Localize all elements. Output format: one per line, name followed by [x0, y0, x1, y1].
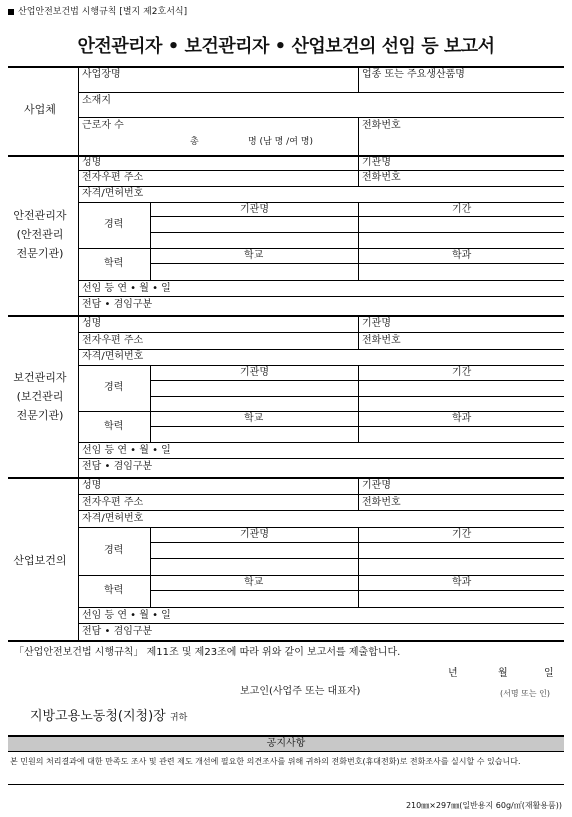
safety-license-label: 자격/면허번호 [82, 188, 144, 199]
reporter-label: 보고인(사업주 또는 대표자) [240, 686, 361, 697]
section-physician: 산업보건의 [13, 554, 67, 567]
safety-name-label: 성명 [82, 157, 102, 168]
table-top-border [8, 66, 564, 68]
safety-dedicated-label: 전담 • 겸임구분 [82, 299, 153, 310]
physician-name-label: 성명 [82, 480, 102, 491]
safety-career-agency-label: 기관명 [240, 204, 269, 215]
health-email-label: 전자우편 주소 [82, 335, 144, 346]
safety-agency-label: 기관명 [362, 157, 391, 168]
safety-school-label: 학교 [244, 250, 264, 261]
health-appoint-date-label: 선임 등 연 • 월 • 일 [82, 445, 171, 456]
safety-education-label: 학력 [104, 258, 124, 269]
health-name-label: 성명 [82, 318, 102, 329]
section-workplace: 사업체 [24, 103, 56, 116]
physician-career-label: 경력 [104, 545, 124, 556]
law-reference: 산업안전보건법 시행규칙 [별지 제2호서식] [8, 4, 187, 17]
workers-total: 총 [190, 137, 199, 147]
workplace-phone-label: 전화번호 [362, 120, 401, 131]
health-license-label: 자격/면허번호 [82, 351, 144, 362]
safety-major-label: 학과 [452, 250, 472, 261]
safety-period-label: 기간 [452, 204, 472, 215]
health-major-label: 학과 [452, 413, 472, 424]
health-career-agency-label: 기관명 [240, 367, 269, 378]
physician-email-label: 전자우편 주소 [82, 497, 144, 508]
industry-label: 업종 또는 주요생산품명 [362, 69, 465, 80]
physician-phone-label: 전화번호 [362, 497, 401, 508]
square-bullet-icon [8, 9, 14, 15]
date-month: 월 [498, 668, 508, 679]
safety-phone-label: 전화번호 [362, 172, 401, 183]
notice-title: 공지사항 [8, 735, 564, 752]
physician-major-label: 학과 [452, 577, 472, 588]
declaration-text: 「산업안전보건법 시행규칙」 제11조 및 제23조에 따라 위와 같이 보고서를 제출합니다. [14, 647, 401, 658]
physician-license-label: 자격/면허번호 [82, 513, 144, 524]
date-year: 년 [448, 668, 458, 679]
date-day: 일 [544, 668, 554, 679]
sign-label: (서명 또는 인) [500, 689, 550, 698]
physician-appoint-date-label: 선임 등 연 • 월 • 일 [82, 610, 171, 621]
page-title: 안전관리자 • 보건관리자 • 산업보건의 선임 등 보고서 [77, 36, 495, 57]
health-period-label: 기간 [452, 367, 472, 378]
physician-period-label: 기간 [452, 529, 472, 540]
physician-dedicated-label: 전담 • 겸임구분 [82, 626, 153, 637]
workers-label: 근로자 수 [82, 120, 124, 131]
physician-education-label: 학력 [104, 585, 124, 596]
workers-count: 명 (남 명 /여 명) [248, 137, 313, 147]
address-label: 소재지 [82, 95, 111, 106]
health-career-label: 경력 [104, 382, 124, 393]
safety-email-label: 전자우편 주소 [82, 172, 144, 183]
physician-career-agency-label: 기관명 [240, 529, 269, 540]
health-agency-label: 기관명 [362, 318, 391, 329]
recipient: 지방고용노동청(지청)장 귀하 [30, 709, 188, 724]
physician-school-label: 학교 [244, 577, 264, 588]
health-education-label: 학력 [104, 421, 124, 432]
safety-career-label: 경력 [104, 219, 124, 230]
paper-spec: 210㎜×297㎜(일반용지 60g/㎡(재활용품)) [405, 801, 562, 810]
physician-agency-label: 기관명 [362, 480, 391, 491]
section-safety-manager: 안전관리자 (안전관리 전문기관) [13, 209, 67, 260]
section-health-manager: 보건관리자 (보건관리 전문기관) [13, 371, 67, 422]
health-dedicated-label: 전담 • 겸임구분 [82, 461, 153, 472]
notice-body: 본 민원의 처리결과에 대한 만족도 조사 및 관련 제도 개선에 필요한 의견조사를 위해 귀하의 전화번호(휴대전화)로 전화조사를 실시할 수 있습니다. [10, 757, 521, 766]
health-school-label: 학교 [244, 413, 264, 424]
workplace-name-label: 사업장명 [82, 69, 121, 80]
safety-appoint-date-label: 선임 등 연 • 월 • 일 [82, 283, 171, 294]
health-phone-label: 전화번호 [362, 335, 401, 346]
